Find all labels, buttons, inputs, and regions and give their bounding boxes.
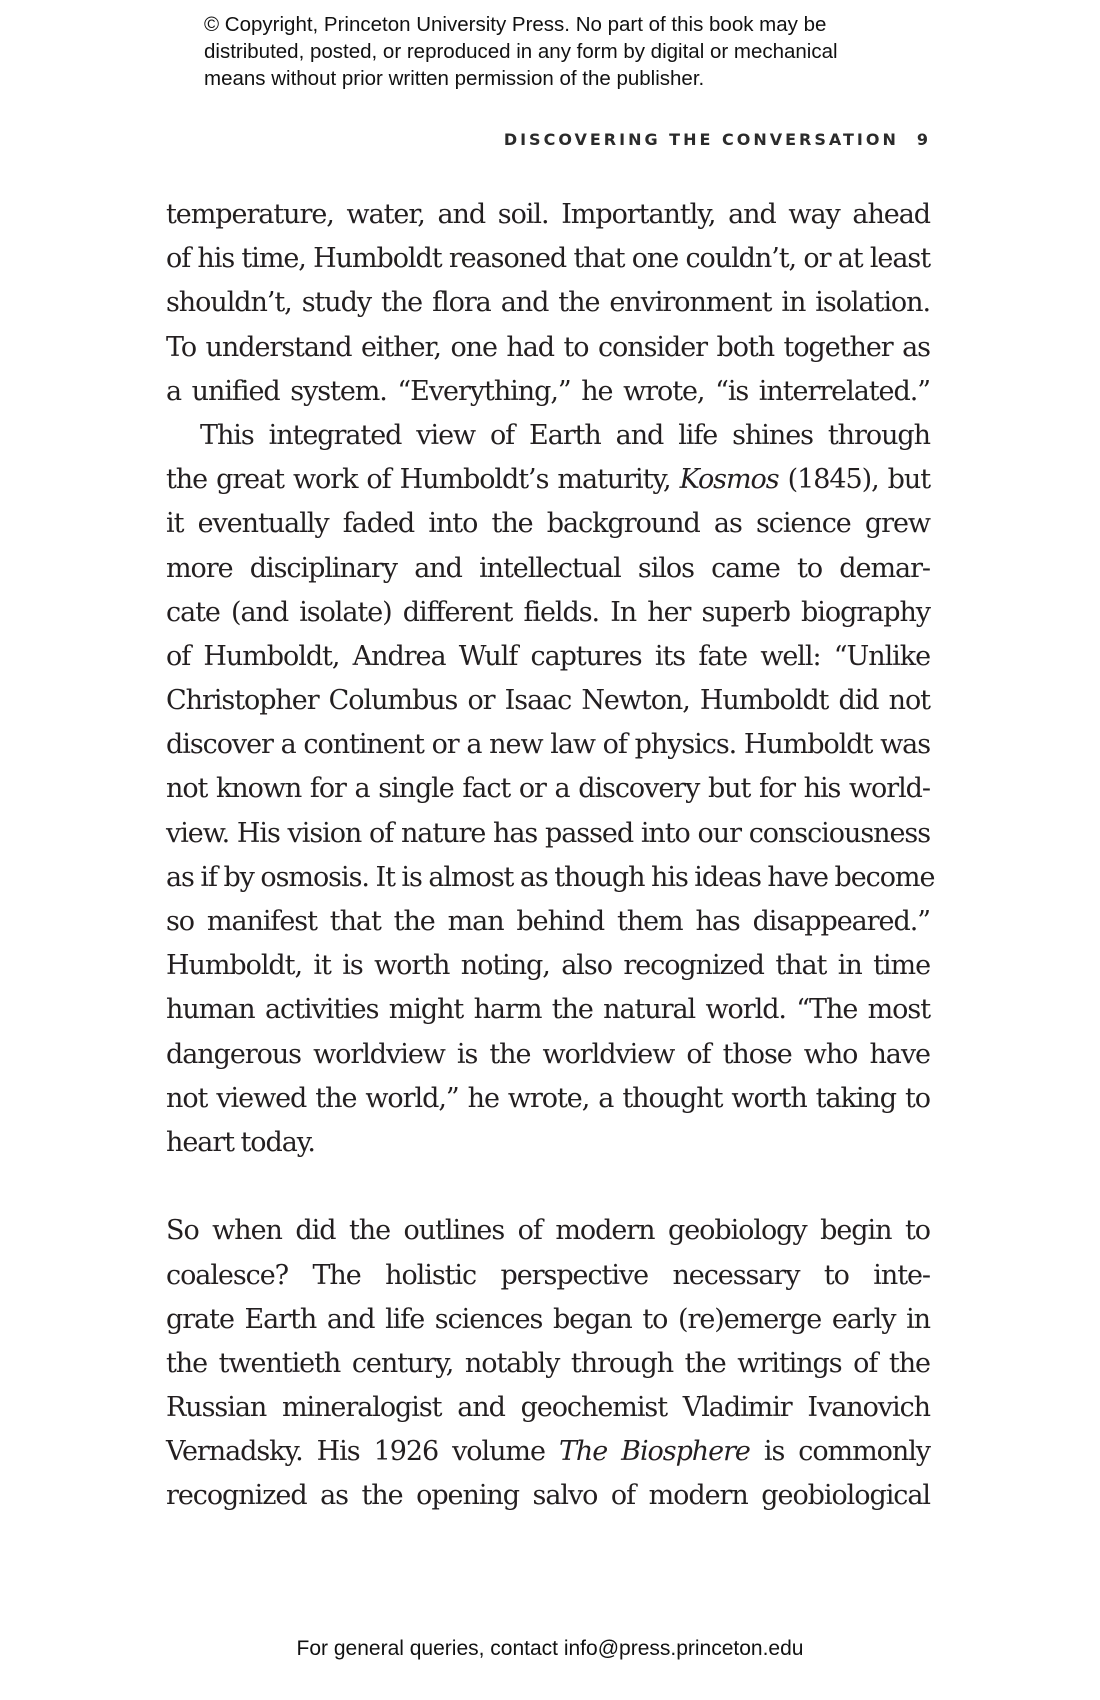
copyright-line: distributed, posted, or reproduced in any form by digital or mechanical <box>204 40 838 63</box>
text-line: This integrated view of Earth and life shines through <box>200 419 930 451</box>
text-line <box>166 1430 930 1474</box>
text-line: coalesce? The holistic perspective necessary to inte- <box>166 1259 930 1291</box>
text-line: the twentieth century, notably through the writings of the <box>166 1347 930 1379</box>
text-line: not viewed the world,” he wrote, a thought worth taking to <box>166 1082 930 1114</box>
page-number: 9 <box>916 130 928 149</box>
text-line: grate Earth and life sciences began to (re)emerge early in <box>166 1303 930 1335</box>
text-line: Humboldt, it is worth noting, also recognized that in time <box>166 950 930 982</box>
footer-contact: For general queries, contact info@press.princeton.edu <box>296 1637 804 1660</box>
copyright-notice <box>204 11 924 92</box>
text-line: temperature, water, and soil. Importantly, and way ahead <box>166 199 930 230</box>
text-line: cate (and isolate) different fields. In her superb biography <box>166 596 930 628</box>
text-line: of Humboldt, Andrea Wulf captures its fate well: “Unlike <box>166 640 930 672</box>
text-line: shouldn’t, study the flora and the environment in isolation. <box>166 287 930 319</box>
text-line: a unified system. “Everything,” he wrote, “is interrelated.” <box>166 375 930 407</box>
text-line: recognized as the opening salvo of modern geobiological <box>166 1480 930 1512</box>
text-line: not known for a single fact or a discovery but for his world- <box>166 773 930 805</box>
text-line: To understand either, one had to consider both together as <box>166 331 930 363</box>
text-line: as if by osmosis. It is almost as though his ideas have become <box>166 861 935 893</box>
paragraph <box>166 193 930 414</box>
book-title: Kosmos <box>679 464 779 496</box>
text-line: view. His vision of nature has passed into our consciousness <box>166 817 930 849</box>
text-line: of his time, Humboldt reasoned that one couldn’t, or at least <box>166 243 930 275</box>
text-line: more disciplinary and intellectual silos came to demar- <box>166 552 930 584</box>
text-line: dangerous worldview is the worldview of those who have <box>166 1038 930 1070</box>
copyright-line: © Copyright, Princeton University Press. No part of this book may be <box>204 13 827 36</box>
paragraph <box>166 414 935 1165</box>
book-title: The Biosphere <box>558 1436 750 1468</box>
text-line: heart today. <box>166 1126 315 1158</box>
text-line: So when did the outlines of modern geobiology begin to <box>166 1215 930 1247</box>
running-title: DISCOVERING THE CONVERSATION <box>503 130 899 149</box>
text-line <box>166 458 930 502</box>
text-line: Christopher Columbus or Isaac Newton, Humboldt did not <box>166 685 930 717</box>
copyright-line: means without prior written permission of the publisher. <box>204 67 705 90</box>
body-text <box>166 193 935 1519</box>
text-run: Vernadsky. His 1926 volume <box>166 1436 559 1468</box>
text-line: it eventually faded into the background as science grew <box>166 508 930 540</box>
text-line: Russian mineralogist and geochemist Vladimir Ivanovich <box>166 1392 930 1424</box>
text-line: discover a continent or a new law of physics. Humboldt was <box>166 729 930 761</box>
text-line: human activities might harm the natural world. “The most <box>166 994 930 1026</box>
text-run: the great work of Humboldt’s maturity, <box>166 464 680 496</box>
running-head <box>504 130 928 149</box>
paragraph <box>166 1209 930 1518</box>
text-line: so manifest that the man behind them has disappeared.” <box>166 906 930 937</box>
text-run: (1845), but <box>778 464 930 496</box>
section-break <box>166 1165 930 1209</box>
text-run: is commonly <box>749 1436 930 1468</box>
